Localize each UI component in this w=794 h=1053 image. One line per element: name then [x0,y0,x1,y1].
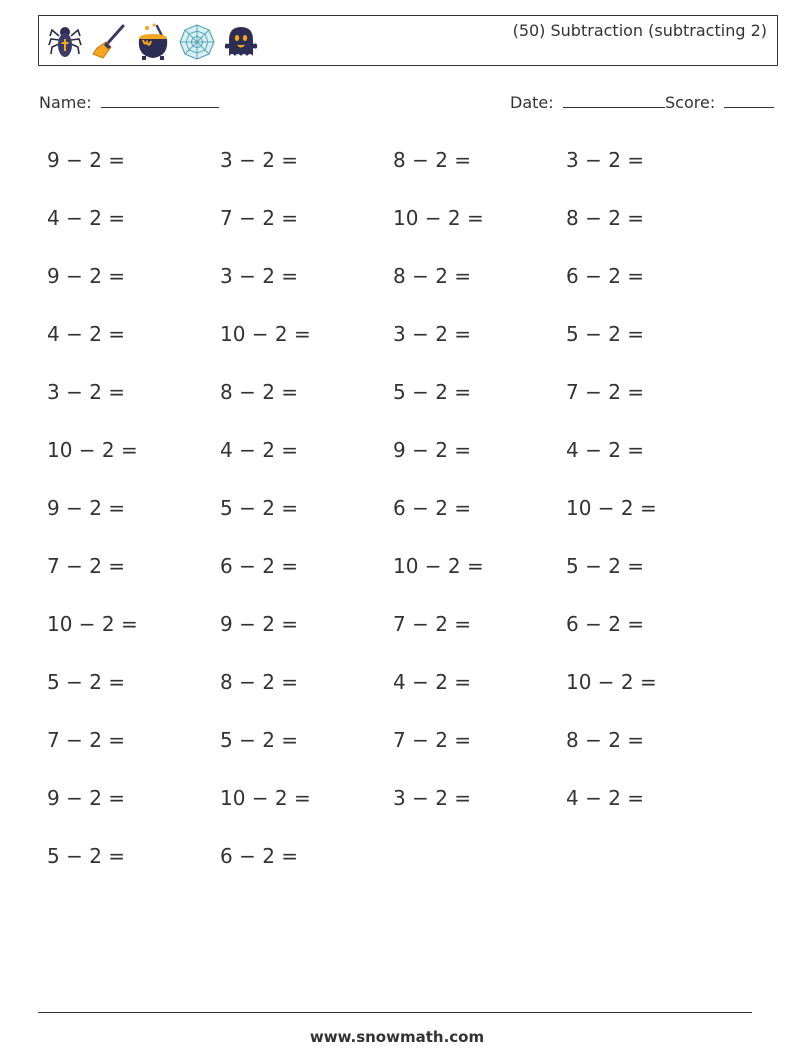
cauldron-icon [133,22,173,62]
problem-item: 8 − 2 = [393,148,472,172]
score-blank[interactable] [724,93,774,108]
spiderweb-icon [177,22,217,62]
problem-item: 6 − 2 = [220,554,299,578]
problem-item: 10 − 2 = [393,206,484,230]
problem-item: 4 − 2 = [47,206,126,230]
date-label: Date: [510,93,554,112]
score-field [665,93,774,112]
problem-item: 4 − 2 = [566,438,645,462]
problem-item: 4 − 2 = [47,322,126,346]
problem-item: 4 − 2 = [393,670,472,694]
problem-item: 7 − 2 = [220,206,299,230]
problem-item: 9 − 2 = [47,496,126,520]
problem-item: 5 − 2 = [566,554,645,578]
problem-item: 8 − 2 = [220,380,299,404]
footer-divider [38,1012,752,1013]
problem-item: 3 − 2 = [220,148,299,172]
problem-item: 6 − 2 = [566,264,645,288]
problem-item: 6 − 2 = [220,844,299,868]
problem-item: 5 − 2 = [220,728,299,752]
problem-item: 4 − 2 = [566,786,645,810]
problem-item: 9 − 2 = [47,786,126,810]
problem-item: 10 − 2 = [566,670,657,694]
spider-icon [45,22,85,62]
problem-item: 5 − 2 = [220,496,299,520]
problem-item: 5 − 2 = [566,322,645,346]
problem-item: 9 − 2 = [393,438,472,462]
problem-item: 3 − 2 = [220,264,299,288]
problem-item: 9 − 2 = [47,148,126,172]
problem-item: 10 − 2 = [393,554,484,578]
problem-item: 9 − 2 = [47,264,126,288]
name-label: Name: [39,93,92,112]
problem-item: 3 − 2 = [47,380,126,404]
problem-item: 5 − 2 = [47,844,126,868]
problem-item: 6 − 2 = [393,496,472,520]
problem-item: 10 − 2 = [47,438,138,462]
date-blank[interactable] [563,93,665,108]
problem-item: 5 − 2 = [393,380,472,404]
problem-item: 8 − 2 = [220,670,299,694]
problem-item: 3 − 2 = [393,322,472,346]
problem-item: 10 − 2 = [220,322,311,346]
broom-icon [89,22,129,62]
problem-item: 3 − 2 = [566,148,645,172]
problem-item: 10 − 2 = [47,612,138,636]
header-icons [45,20,261,64]
problem-item: 6 − 2 = [566,612,645,636]
score-label: Score: [665,93,716,112]
problem-item: 5 − 2 = [47,670,126,694]
problem-item: 9 − 2 = [220,612,299,636]
name-field [39,93,219,112]
problem-item: 3 − 2 = [393,786,472,810]
name-blank[interactable] [101,93,219,108]
problem-item: 8 − 2 = [566,728,645,752]
problem-item: 4 − 2 = [220,438,299,462]
problem-item: 7 − 2 = [47,554,126,578]
worksheet-title: (50) Subtraction (subtracting 2) [512,21,767,40]
problem-item: 8 − 2 = [393,264,472,288]
problem-item: 7 − 2 = [393,612,472,636]
footer-website: www.snowmath.com [309,1028,485,1046]
worksheet-header [38,15,778,66]
problem-item: 7 − 2 = [47,728,126,752]
problem-item: 7 − 2 = [566,380,645,404]
date-field [510,93,665,112]
ghost-icon [221,22,261,62]
problem-item: 8 − 2 = [566,206,645,230]
problem-item: 10 − 2 = [220,786,311,810]
problem-item: 7 − 2 = [393,728,472,752]
problem-item: 10 − 2 = [566,496,657,520]
